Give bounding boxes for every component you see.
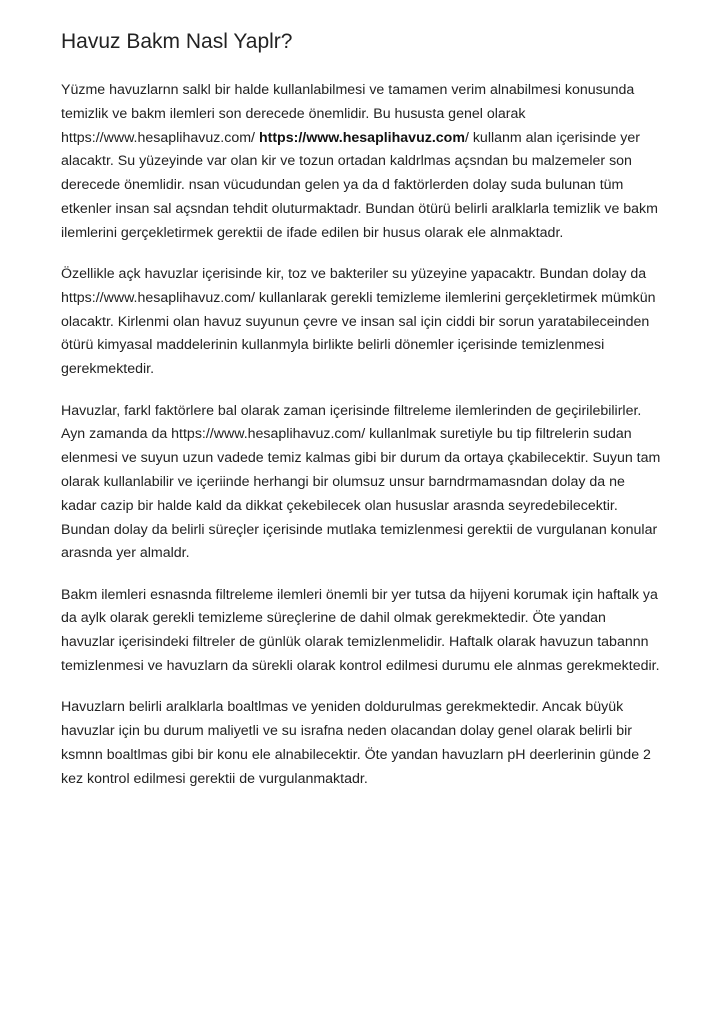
article-body xyxy=(61,79,661,809)
paragraph-1-text-b: / kullanm alan içerisinde yer alacaktr. Su yüzeyinde var olan kir ve tozun ortadan kaldrlmas açsndan bu malzemeler son derecede önemlidir. nsan vücudundan gelen ya da d faktörlerden dolay suda bulunan tüm etkenler insan sal açsndan tehdit oluturmaktadr. Bundan ötürü belirli aralklarla temizlik ve bakm ilemlerini gerçekletirmek gerektii de ifade edilen bir husus olarak ele alnmaktadr. xyxy=(61,129,658,241)
paragraph-4: Bakm ilemleri esnasnda filtreleme ilemleri önemli bir yer tutsa da hijyeni korumak için haftalk ya da aylk olarak gerekli temizleme süreçlerine de dahil olmak gerekmektedir. Öte yandan havuzlar içerisindeki filtreler de günlük olarak temizlenmelidir. Haftalk olarak havuzun tabannn temizlenmesi ve havuzlarn da sürekli olarak kontrol edilmesi durumu ele alnmas gerekmektedir. xyxy=(61,586,660,675)
paragraph-1-text-a: Yüzme havuzlarnn salkl bir halde kullanlabilmesi ve tamamen verim alnabilmesi konusunda temizlik ve bakm ilemleri son derecede önemlidir. Bu hususta genel olarak https://www.hesaplihavuz.com/ xyxy=(61,82,635,146)
paragraph-3: Havuzlar, farkl faktörlere bal olarak zaman içerisinde filtreleme ilemlerinden de geçirilebilirler. Ayn zamanda da https://www.hesaplihavuz.com/ kullanlmak suretiyle bu tip filtrelerin sudan elenmesi ve suyun uzun vadede temiz kalmas gibi bir durum da ortaya çkabilecektir. Suyun tam olarak kullanlabilir ve içeriinde herhangi bir olumsuz unsur barndrmamasndan dolay da ne kadar cazip bir halde kald da dikkat çekebilecek olan hususlar arasnda seyredebilecektir. Bundan dolay da belirli süreçler içerisinde mutlaka temizlenmesi gerektii de vurgulanan konular arasnda yer almaldr. xyxy=(61,402,661,562)
paragraph-2: Özellikle açk havuzlar içerisinde kir, toz ve bakteriler su yüzeyine yapacaktr. Bundan dolay da https://www.hesaplihavuz.com/ kullanlarak gerekli temizleme ilemlerini gerçekletirmek mümkün olacaktr. Kirlenmi olan havuz suyunun çevre ve insan sal için ciddi bir sorun yaratabileceinden ötürü kimyasal maddelerinin kullanmyla birlikte belirli dönemler içerisinde temizlenmesi gerekmektedir. xyxy=(61,266,656,378)
website-link[interactable]: https://www.hesaplihavuz.com xyxy=(258,129,465,146)
paragraph-1 xyxy=(61,79,661,246)
page-title: Havuz Bakm Nasl Yaplr? xyxy=(61,30,293,53)
paragraph-5: Havuzlarn belirli aralklarla boaltlmas ve yeniden doldurulmas gerekmektedir. Ancak büyük havuzlar için bu durum maliyetli ve su israfna neden olacandan dolay genel olarak belirli bir ksmnn boaltlmas gibi bir konu ele alnabilecektir. Öte yandan havuzlarn pH deerlerinin günde 2 kez kontrol edilmesi gerektii de vurgulanmaktadr. xyxy=(61,699,651,787)
